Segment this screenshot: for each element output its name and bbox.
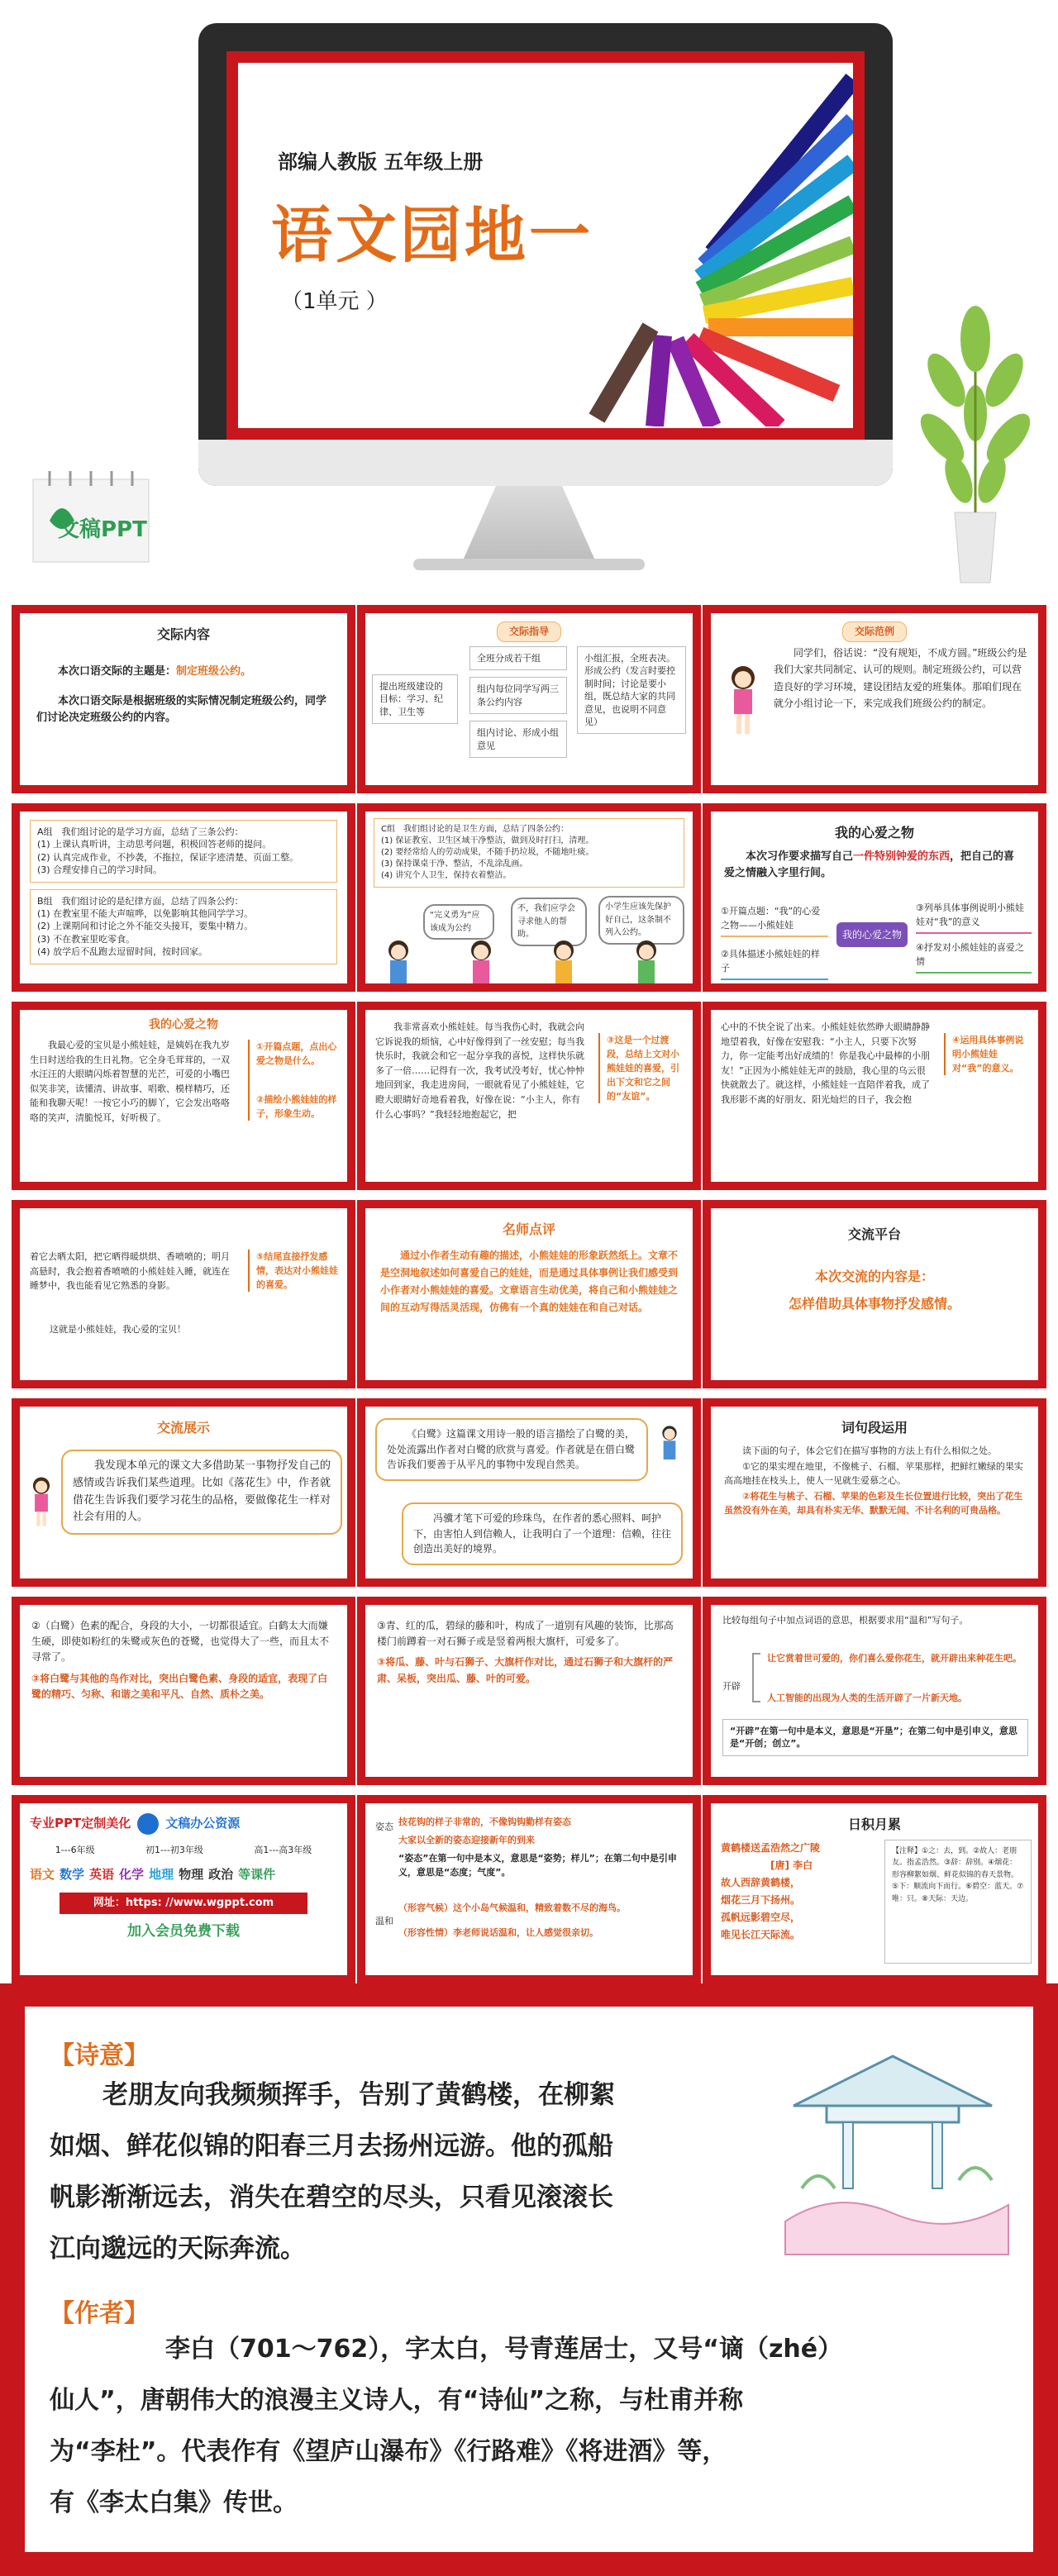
group-b-item: (2) 上课期间和讨论之外不能交头接耳，要集中精力。 <box>37 921 254 932</box>
group-b-heading: B组 我们组讨论的是纪律方面，总结了四条公约： <box>37 895 244 907</box>
speech-bubble-1: “完义勇为”应该成为公约 <box>423 904 494 940</box>
intro-prefix: 本次习作要求描写自己 <box>746 850 854 863</box>
colored-pencils-image <box>506 63 853 426</box>
ad-website-link[interactable] <box>60 1893 307 1914</box>
group-c-item: (4) 讲究个人卫生，保持衣着整洁。 <box>381 871 512 880</box>
boy-illustration-icon <box>655 1423 684 1473</box>
annotation-3: ③这是一个过渡段，总结上文对小熊娃娃的喜爱，引出下文和它之间的“友谊”。 <box>598 1033 686 1103</box>
comment-text: 通过小作者生动有趣的描述，小熊娃娃的形象跃然纸上。文章不是空洞地叙述如何喜爱自己的娃娃，而是通过具体事例让我们感受到小作者对小熊娃娃的喜爱。文章语言生动优美，将自己和小熊娃娃之间的互动写得活灵活现，仿佛有一个真的娃娃在和自己对话。 <box>380 1249 679 1313</box>
word-sentence-3: （形容气候）这个小岛气候温和，精致着数不尽的海鸟。 <box>398 1902 626 1913</box>
subject-item: 政治 <box>208 1867 234 1883</box>
children-illustration-icon <box>374 936 688 985</box>
slide-group-ab <box>12 803 355 992</box>
plant-image <box>909 273 1041 587</box>
slide-melon-compare <box>357 1597 701 1785</box>
exchange-line-2: 怎样借助具体事物抒发感情。 <box>788 1295 960 1312</box>
poem-meaning-line: 帆影渐渐远去，消失在碧空的尽头，只看见滚滚长 <box>50 2183 613 2212</box>
poem-meaning-line: 老朋友向我频频挥手，告别了黄鹤楼，在柳絮 <box>102 2080 615 2110</box>
slide-exchange-show <box>12 1398 355 1587</box>
speech-bubble-2: 不，我们应学会寻求他人的帮助。 <box>511 898 587 946</box>
example-sentence: ②（白鹭）色素的配合，身段的大小，一切都很适宜。白鹤太大而嫌生硬，即使如粉红的朱鹭或灰色的苍鹭，也觉得大了一些，而且太不寻常了。 <box>31 1620 330 1664</box>
slide-tag: 交际指导 <box>497 621 561 642</box>
slide-title: 我的心爱之物 <box>149 1018 218 1031</box>
annotation-1: ①开篇点题，点出心爱之物是什么。 <box>256 1041 337 1067</box>
word-note: “姿态”在第一句中是本义，意思是“姿势；样儿”；在第二句中是引申义，意思是“态度；气度”。 <box>398 1853 677 1878</box>
slide-communication-guide <box>357 605 701 793</box>
speech-bubble-3: 小学生应该先保护好自己，这条制不列入公约。 <box>598 896 684 945</box>
group-a-item: (2) 认真完成作业，不抄袭，不拖拉，保证字迹清楚、页面工整。 <box>37 851 299 863</box>
guide-goal-box: 提出班级建设的目标：学习、纪律、卫生等 <box>372 674 458 724</box>
essay-paragraph: 心中的不快全说了出来。小熊娃娃依然睁大眼睛静静地望着我，好像在安慰我：“小主人，只要下次努力，你一定能考出好成绩的！你是我心中最棒的小朋友！”正因为小熊娃娃无声的鼓励，我心里的乌云很快就散去了。就这样，小熊娃娃一直陪伴着我，成了我形影不离的好朋友、阳光灿烂的日子，我会抱 <box>721 1021 930 1105</box>
guide-step-3: 组内讨论、形成小组意见 <box>469 721 567 758</box>
girl-illustration-icon <box>722 663 764 737</box>
guide-step-2: 组内每位同学写两三条公约内容 <box>469 677 567 714</box>
slide-communication-example <box>703 605 1046 793</box>
slide-words-sentences <box>703 1398 1046 1587</box>
guide-step-1: 全班分成若干组 <box>469 646 567 670</box>
poem-author-line: 仙人”，唐朝伟大的浪漫主义诗人，有“诗仙”之称，与杜甫并称 <box>50 2386 744 2415</box>
page-title: 语文园地一 <box>271 200 593 271</box>
slide-favorite-thing-p4 <box>12 1200 355 1388</box>
poem-author-line: 李白（701～762），字太白，号青莲居士，又号“谪（zhé） <box>165 2335 843 2364</box>
ad-line-1: 专业PPT定制美化 <box>30 1816 131 1831</box>
example-text: 同学们，俗话说：“没有规矩，不成方圆。”班级公约是我们大家共同制定、认可的规则。制定班级公约，可以营造良好的学习环境，建设团结友爱的班集体。那咱们现在就分小组讨论一下，来完成我们班级公约的制定。 <box>774 647 1027 710</box>
essay-ending: 这就是小熊娃娃，我心爱的宝贝！ <box>50 1324 186 1335</box>
subject-item: 化学 <box>119 1867 145 1883</box>
annotation-2: ②描绘小熊娃娃的样子，形象生动。 <box>256 1094 337 1120</box>
subject-item: 物理 <box>179 1867 204 1883</box>
subject-item: 地理 <box>149 1867 174 1883</box>
analysis-text: ③将瓜、藤、叶与石狮子、大旗杆作对比，通过石狮子和大旗杆的严肃、呆板，突出瓜、藤、叶的可爱。 <box>377 1656 674 1684</box>
example-pearl-bird: 冯骥才笔下可爱的珍珠鸟，在作者的悉心照料、呵护下，由害怕人到信赖人，让我明白了一个道理：信赖，往往创造出美好的境界。 <box>402 1502 683 1565</box>
monitor-stand <box>463 486 595 560</box>
ad-brand: 文稿办公资源 <box>165 1816 241 1831</box>
group-c-heading: C组 我们组讨论的是卫生方面，总结了四条公约： <box>381 825 569 834</box>
slide-favorite-thing-p2 <box>357 1002 701 1190</box>
slide-exchange-platform <box>703 1200 1046 1388</box>
word-label: 姿态 <box>375 1821 393 1832</box>
word-sentence-4: （形容性情）李老师说话温和，让人感觉很亲切。 <box>398 1927 598 1938</box>
slide-group-c <box>357 803 701 992</box>
essay-paragraph: 我最心爱的宝贝是小熊娃娃，是姨妈在我九岁生日时送给我的生日礼物。它全身毛茸茸的，一双水汪汪的大眼睛闪烁着智慧的光芒，可爱的小嘴巴似笑非笑，读懂清、讲故事、唱歌、模样精巧，还能和我聊天呢！一按它小巧的脚丫，它会发出咯咯咯的笑声，清脆悦耳，好听极了。 <box>30 1040 230 1123</box>
logo-brand: 文稿PPT <box>58 517 147 542</box>
word-sentence-1: 技花钩的样子非常的，不像钩钩勤样有姿态 <box>398 1817 571 1827</box>
group-c-item: (2) 要经常给人的劳动成果，不随手扔垃圾，不随地吐痰。 <box>381 848 594 857</box>
outline-item-4: ④抒发对小熊娃娃的喜爱之情 <box>916 934 1032 974</box>
word-note: “开辟”在第一句中是本义，意思是“开垦”；在第二句中是引申义，意思是“开创；创立”。 <box>722 1719 1028 1756</box>
grade-item: 1---6年级 <box>55 1845 95 1855</box>
grade-item: 高1---高3年级 <box>254 1845 312 1855</box>
exchange-show-text: 我发现本单元的课文大多借助某一事物抒发自己的感情或告诉我们某些道理。比如《落花生》中，作者就借花生告诉我们要学习花生的品格，要做像花生一样对社会有用的人。 <box>61 1450 342 1535</box>
poem-line: 唯见长江天际流。 <box>721 1929 801 1940</box>
analysis-text: ②将花生与桃子、石榴、苹果的色彩及生长位置进行比较，突出了花生虽然没有外在美，却具有朴实无华、默默无闻、不计名利的可贵品格。 <box>724 1490 1023 1516</box>
exchange-line-1: 本次交流的内容是： <box>814 1268 934 1284</box>
subject-item: 等课件 <box>238 1867 276 1883</box>
poem-author-line: 为“李杜”。代表作有《望庐山瀑布》《行路难》《将进酒》等， <box>50 2437 727 2466</box>
slide-title: 名师点评 <box>502 1221 555 1237</box>
slide-title: 词句段运用 <box>841 1420 908 1436</box>
essay-paragraph: 着它去晒太阳，把它晒得暖烘烘、香喷喷的；明月高悬时，我会抱着香喷喷的小熊娃娃入睡，就连在睡梦中，我也能看见它熟悉的身影。 <box>30 1251 230 1292</box>
slide-title: 交流平台 <box>847 1226 901 1242</box>
group-c-item: (1) 保证教室、卫生区域干净整洁，做到及时打扫，清理。 <box>381 836 594 845</box>
poem-notes: 【注释】①之：去，到。②故人：老朋友。指孟浩然。③辞：辞别。④烟花：形容柳絮如烟、鲜花似锦的春天景物。⑤下：顺流向下而行。⑥碧空：蓝天。⑦唯：只。⑧天际：天边。 <box>884 1840 1032 1964</box>
subject-item: 数学 <box>60 1867 85 1883</box>
analysis-text: ③将白鹭与其他的鸟作对比，突出白鹭色素、身段的适宜，表现了白鹭的精巧、匀称、和谐之美和平凡、自然、质朴之美。 <box>31 1672 328 1700</box>
poem-author-line: 有《李太白集》传世。 <box>50 2488 298 2517</box>
slide-title: 交流展示 <box>156 1420 210 1436</box>
poem-line: 孤帆远影碧空尽， <box>721 1912 801 1923</box>
site-url: https: //www.wgppt.com <box>125 1897 274 1910</box>
slide-teacher-comment <box>357 1200 701 1388</box>
poem-line: 故人西辞黄鹤楼， <box>721 1877 801 1888</box>
edition-label: 部编人教版 五年级上册 <box>278 150 484 174</box>
poem-meaning-line: 如烟、鲜花似锦的阳春三月去扬州远游。他的孤船 <box>50 2131 613 2161</box>
poem-meaning-line: 江向邈远的天际奔流。 <box>50 2234 306 2264</box>
intro-highlight: 一件特别钟爱的东西 <box>853 850 951 863</box>
hero-section <box>0 0 1058 595</box>
pavilion-illustration-icon <box>769 2040 1017 2288</box>
monitor <box>198 23 893 486</box>
slide-daily-accumulation <box>703 1795 1046 1983</box>
slide-egret-compare <box>12 1597 355 1785</box>
poem-author: [唐] 李白 <box>770 1859 813 1871</box>
poem-detail-section <box>0 1983 1058 2576</box>
brand-logo-icon <box>137 1813 159 1835</box>
title-slide <box>226 51 865 440</box>
poem-author-heading: 【作者】 <box>50 2299 149 2328</box>
slide-word-meaning-zitai <box>357 1795 701 1983</box>
slide-title: 我的心爱之物 <box>834 825 914 840</box>
unit-label: （1单元 ） <box>281 289 388 314</box>
monitor-stand-base <box>413 559 645 570</box>
slide-favorite-thing-p3 <box>703 1002 1046 1190</box>
topic-highlight: 制定班级公约。 <box>176 664 252 678</box>
group-a-item: (1) 上课认真听讲，主动思考问题，积极回答老师的提问。 <box>37 839 272 850</box>
word-sentence-2: 大家以全新的姿态迎接新年的到来 <box>398 1835 535 1845</box>
guide-report-box: 小组汇报，全班表决。形成公约（发言时要控制时间；讨论是要小组，既总结大家的共同意见，也说明不同意见） <box>577 646 686 734</box>
ad-panel <box>12 1795 355 1983</box>
group-b-item: (3) 不在教室里吃零食。 <box>37 933 136 945</box>
group-a-heading: A组 我们组讨论的是学习方面，总结了三条公约： <box>37 826 244 837</box>
slide-favorite-thing-p1 <box>12 1002 355 1190</box>
group-a-item: (3) 合理安排自己的学习时间。 <box>37 864 163 876</box>
outline-item-2: ②具体描述小熊娃娃的样子 <box>721 937 828 980</box>
group-c-item: (3) 保持课桌干净、整洁，不乱涂乱画。 <box>381 859 528 869</box>
grade-item: 初1---初3年级 <box>145 1845 203 1855</box>
slide-title: 日积月累 <box>847 1817 901 1832</box>
subject-item: 英语 <box>89 1867 115 1883</box>
slide-communication-content <box>12 605 355 793</box>
poem-meaning-heading: 【诗意】 <box>50 2041 149 2070</box>
poem-line: 烟花三月下扬州。 <box>721 1894 801 1906</box>
annotation-5: ⑤结尾直接抒发感情，表达对小熊娃娃的喜爱。 <box>248 1250 339 1292</box>
monitor-chin <box>198 440 893 486</box>
instruction-text: 比较每组句子中加点词语的意思，根据要求用“温和”写句子。 <box>722 1615 969 1626</box>
example-sentence: ③青、红的瓜，碧绿的藤和叶，构成了一道别有风趣的装饰，比那高楼门前蹲着一对石狮子或是竖着两根大旗杆，可爱多了。 <box>377 1620 674 1648</box>
slide-exchange-examples <box>357 1398 701 1587</box>
topic-description: 本次口语交际是根据班级的实际情况制定班级公约，同学们讨论决定班级公约的内容。 <box>36 694 327 725</box>
word-sentence-2: 人工智能的出现为人类的生活开辟了一片新天地。 <box>767 1693 967 1703</box>
slide-tag: 交际范例 <box>842 621 907 642</box>
example-sentence: ①它的果实埋在地里，不像桃子、石榴、苹果那样，把鲜红嫩绿的果实高高地挂在枝头上，使人一见就生爱慕之心。 <box>724 1460 1023 1486</box>
topic-prefix: 本次口语交际的主题是： <box>58 664 177 678</box>
word-label: 温和 <box>375 1916 393 1926</box>
outline-item-3: ③列举具体事例说明小熊娃娃对“我”的意义 <box>916 901 1032 934</box>
girl-illustration-icon <box>26 1473 56 1531</box>
slide-word-meaning-kaipi <box>703 1597 1046 1785</box>
slide-title: 交际内容 <box>156 626 210 642</box>
group-b-item: (1) 在教室里不能大声喧哗，以免影响其他同学学习。 <box>37 907 254 919</box>
slide-grid <box>0 595 1058 1983</box>
site-label: 网址： <box>93 1897 126 1910</box>
poem-title: 黄鹤楼送孟浩然之广陵 <box>721 1842 821 1854</box>
ad-join: 加入会员免费下载 <box>127 1923 240 1940</box>
annotation-4: ④运用具体事例说明小熊娃娃对“我”的意义。 <box>944 1033 1032 1075</box>
subject-item: 语文 <box>30 1867 55 1883</box>
word-sentence-1: 让它赏着世可爱的，你们喜么爱你花生，就开辟出来种花生吧。 <box>767 1653 1022 1664</box>
outline-item-1: ①开篇点题：“我”的心爱之物——小熊娃娃 <box>721 904 828 937</box>
word-label: 开辟 <box>722 1681 741 1692</box>
group-b-item: (4) 放学后不乱跑去逗留时间，按时回家。 <box>37 946 208 958</box>
instruction-text: 读下面的句子，体会它们在描写事物的方法上有什么相似之处。 <box>742 1445 997 1456</box>
example-egret: 《白鹭》这篇课文用诗一般的语言描绘了白鹭的美，处处流露出作者对白鹭的欣赏与喜爱。作者就是在借白鹭告诉我们要善于从平凡的事物中发现自然美。 <box>375 1418 648 1481</box>
intro-suffix: ，把自己的喜爱之情融入字里行间。 <box>724 850 1015 879</box>
essay-paragraph: 我非常喜欢小熊娃娃。每当我伤心时，我就会向它诉说我的烦恼，心中好像得到了一丝安慰；每当我快乐时，我就会和它一起分享我的喜悦，这样快乐就多了一倍……记得有一次，我考试没考好，忧心忡忡地回到家，我走进房间，一眼就看见了小熊娃娃，它瞪大眼睛好奇地看着我，好像在说：“小主人，你有什么心事吗？”我轻轻地抱起它，把 <box>375 1021 584 1120</box>
slide-favorite-thing-outline <box>703 803 1046 992</box>
outline-center: 我的心爱之物 <box>836 922 908 947</box>
